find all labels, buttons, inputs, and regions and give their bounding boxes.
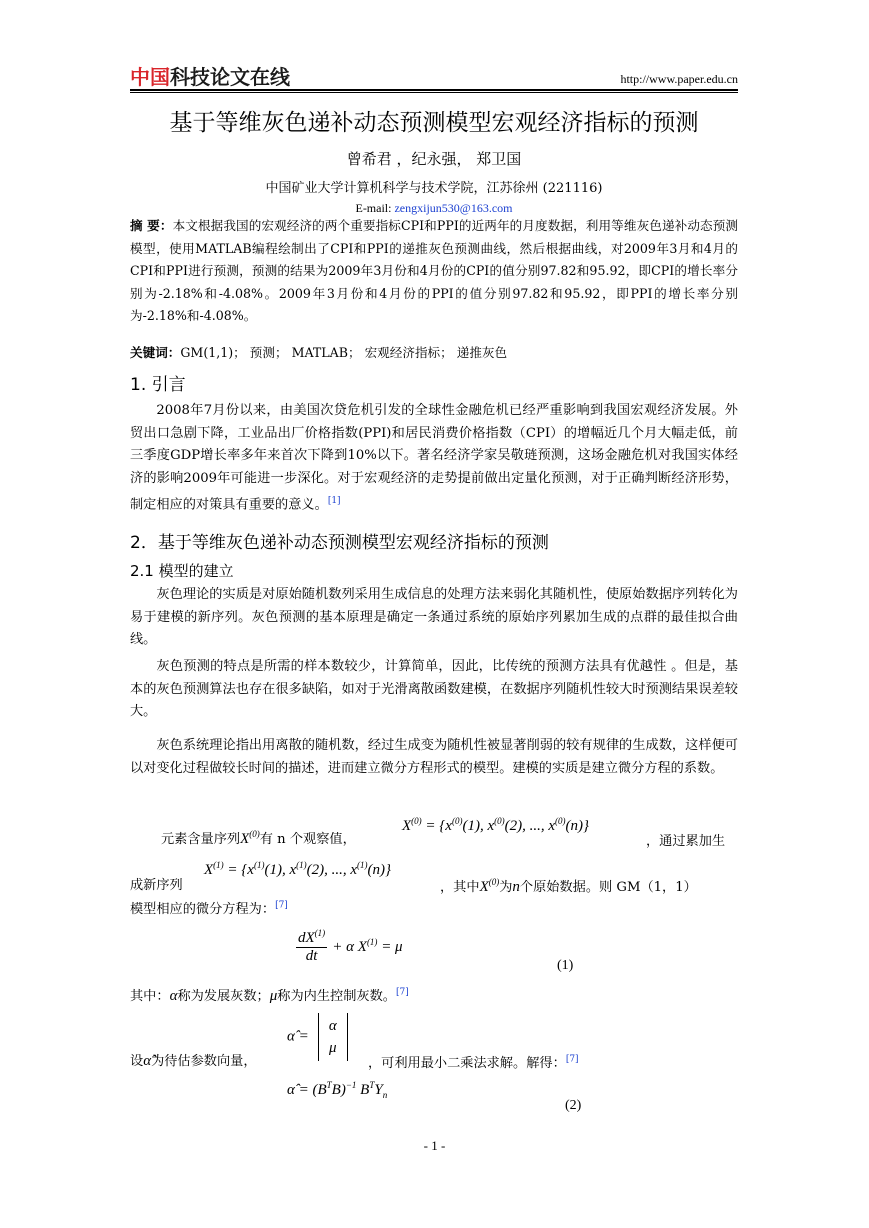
seq-text-h: 模型相应的微分方程为： (130, 902, 276, 917)
header-rule (130, 89, 738, 91)
section-2-heading: 2．基于等维灰色递补动态预测模型宏观经济指标的预测 (130, 533, 549, 553)
site-url[interactable]: http://www.paper.edu.cn (620, 72, 738, 86)
section-2-paragraph-2: 灰色预测的特点是所需的样本数较少，计算简单，因此，比传统的预测方法具有优越性 。但是，基本的灰色预测算法也存在很多缺陷，如对于光滑离散函数建模，在数据序列随机性较大时预测结果误差较大。 (130, 659, 738, 719)
abstract (130, 215, 738, 328)
x0-symbol: $X^{(0)}$ (240, 829, 260, 847)
param-vector-formula (287, 1013, 348, 1061)
alpha-hat-symbol: α̂ (143, 1053, 152, 1069)
mu-symbol: μ (269, 988, 278, 1004)
seq-text-a: 元素含量序列 (161, 832, 241, 847)
citation-7-c[interactable]: [7] (565, 1054, 579, 1065)
citation-7-a[interactable]: [7] (275, 900, 288, 911)
param-mu: μ (329, 1040, 337, 1056)
abstract-label: 摘 要： (130, 218, 173, 233)
equation-1-number: (1) (557, 958, 574, 973)
equation-1-rhs: + α $X^{(1)} = \mu$ (332, 937, 403, 955)
param-vector-bracket (318, 1013, 348, 1061)
section-1-heading: 1. 引言 (130, 375, 186, 395)
seq-text-c: ，通过累加生 (646, 834, 726, 849)
citation-7-b[interactable]: [7] (395, 987, 409, 998)
keywords (130, 342, 738, 365)
section-2-paragraph-3: 灰色系统理论指出用离散的随机数，经过生成变为随机性被显著削弱的较有规律的生成数，这样便可以对变化过程做较长时间的描述，进而建立微分方程形式的模型。建模的实质是建立微分方程的系数。 (130, 738, 738, 776)
x0-symbol-2: $X^{(0)}$ (479, 877, 500, 895)
keywords-label: 关键词： (130, 345, 181, 360)
paper-affiliation: 中国矿业大学计算机科学与技术学院，江苏徐州 (221116) (265, 181, 603, 196)
x0-sequence-formula: $X^{(0)} = \{x^{(0)}(1)$, $x^{(0)}(2)$, ..., $x^{(0)}(n)$} (402, 816, 590, 834)
header-rule-thin (130, 92, 738, 93)
section-1-text: 2008年7月份以来，由美国次贷危机引发的全球性金融危机已经严重影响到我国宏观经济发展。外贸出口急剧下降，工业品出厂价格指数(PPI)和居民消费价格指数（CPI）的增幅近几个月大幅走低，前三季度GDP增长率多年来首次下降到10%以下。著名经济学家吴敬琏预测，这场金融危机对我国实体经济的影响2009年可能进一步深化。对于宏观经济的走势提前做出定量化预测，对于正确判断经济形势，制定相应的对策具有重要的意义。 (130, 403, 738, 513)
x1-sequence-formula: $X^{(1)} = \{x^{(1)}(1)$, $x^{(1)}(2)$, ..., $x^{(1)}(n)$} (204, 860, 392, 878)
where-text-c: 称为内生控制灰数。 (277, 989, 396, 1004)
n-symbol: n (512, 879, 520, 895)
where-line (130, 985, 409, 1005)
equation-1 (296, 928, 403, 965)
equation-2-number: (2) (565, 1098, 582, 1113)
param-alpha: α (328, 1018, 337, 1034)
paper-authors: 曾希君 ，纪永强， 郑卫国 (346, 150, 522, 168)
page-number: - 1 - (423, 1138, 446, 1153)
set-text-c: ，可利用最小二乘法求解。解得： (368, 1056, 566, 1071)
keywords-text: GM(1,1)； 预测； MATLAB； 宏观经济指标； 递推灰色 (180, 345, 508, 360)
abstract-text: 本文根据我国的宏观经济的两个重要指标CPI和PPI的近两年的月度数据，利用等维灰色递补动态预测模型，使用MATLAB编程绘制出了CPI和PPI的递推灰色预测曲线，然后根据曲线，对2009年3月和4月的CPI和PPI进行预测，预测的结果为2009年3月份和4月份的CPI的值分别97.82和95.92，即CPI的增长率分别为-2.18%和-4.08%。2009年3月份和4月份的PPI的值分别97.82和95.92，即PPI的增长率分别为-2.18%和-4.08%。 (130, 218, 738, 323)
seq-text-e: ，其中 (440, 880, 480, 895)
sequence-line-2-tail (440, 876, 697, 896)
subsection-2-1-heading: 2.1 模型的建立 (130, 562, 234, 580)
param-line-tail (368, 1052, 579, 1071)
derivative-fraction: $\frac{dX^{(1)}}{dt}$ (298, 928, 326, 964)
set-text-b: 为待估参数向量， (151, 1054, 257, 1069)
paper-title: 基于等维灰色递补动态预测模型宏观经济指标的预测 (169, 110, 699, 136)
seq-text-f: 为 (499, 880, 513, 895)
section-2-paragraph-1: 灰色理论的实质是对原始随机数列采用生成信息的处理方法来弱化其随机性，使原始数据序列转化为易于建模的新序列。灰色预测的基本原理是确定一条通过系统的原始序列累加生成的点群的最佳拟合曲线。 (130, 587, 738, 647)
section-1-paragraph (130, 400, 738, 517)
alpha-hat-lhs: α̂ = (287, 1028, 309, 1045)
set-text-a: 设 (130, 1054, 144, 1069)
seq-text-g: 个原始数据。则 GM（1，1） (519, 880, 697, 895)
sequence-line-3 (130, 898, 288, 917)
where-text-b: 称为发展灰数； (177, 989, 270, 1004)
email-link[interactable]: zengxijun530@163.com (394, 201, 513, 215)
sequence-line-1 (161, 828, 356, 848)
equation-2: α̂ = $(B^TB)^{-1}$ $B^TY_n$ (287, 1080, 388, 1100)
seq-text-b: 有 n 个观察值， (259, 832, 356, 847)
alpha-symbol: α (169, 988, 178, 1004)
email-label: E-mail: (355, 201, 395, 215)
logo-red-text: 中国 (130, 65, 170, 89)
seq-text-d: 成新序列 (130, 878, 183, 893)
citation-1[interactable]: [1] (327, 496, 341, 506)
logo-dark-text: 科技论文在线 (170, 65, 290, 89)
param-line (130, 1050, 257, 1070)
where-text-a: 其中： (130, 989, 170, 1004)
site-logo (130, 61, 290, 90)
paper-email-line (130, 201, 738, 216)
